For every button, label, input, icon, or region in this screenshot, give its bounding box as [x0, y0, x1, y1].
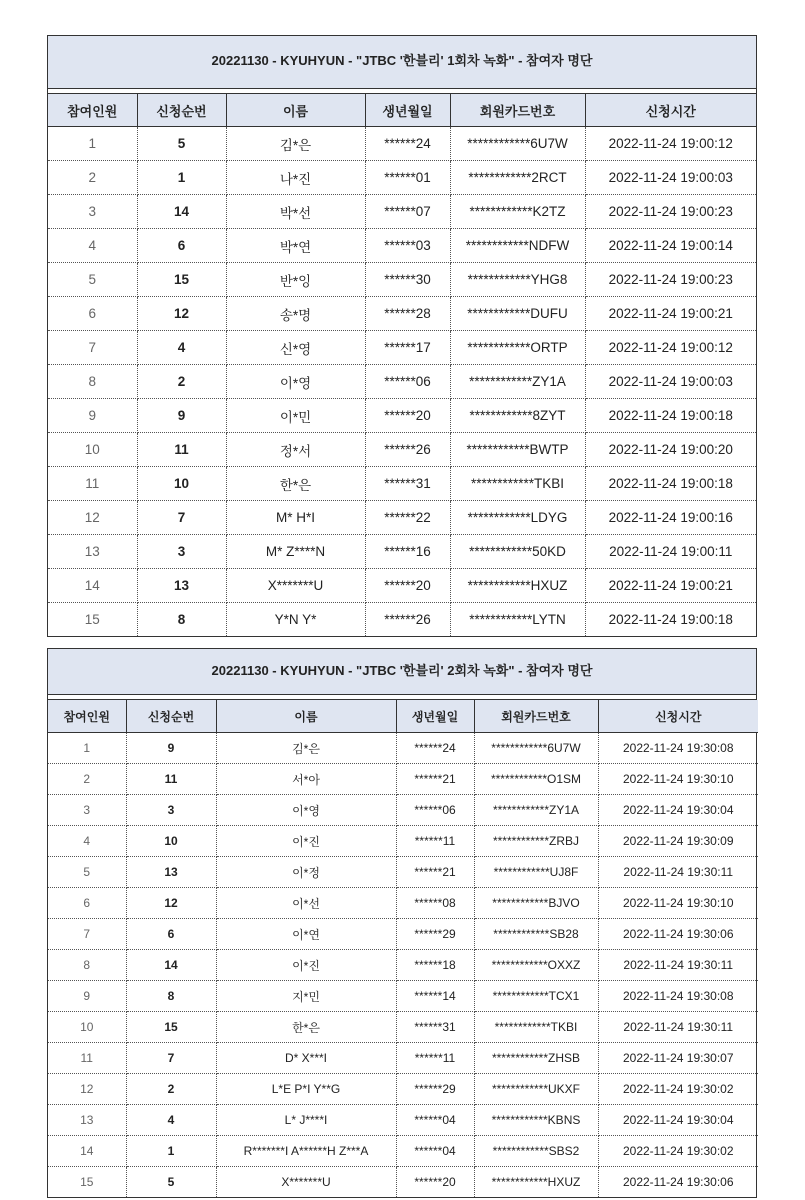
cell-birthdate: ******06 [396, 795, 474, 826]
cell-birthdate: ******28 [365, 297, 450, 331]
cell-name: 박*연 [226, 229, 365, 263]
cell-application-order: 8 [137, 603, 226, 637]
cell-name: R*******I A******H Z***A [216, 1136, 396, 1167]
participant-list-session-1 [47, 35, 757, 637]
cell-member-card: ************SBS2 [474, 1136, 598, 1167]
table-row [48, 1167, 758, 1198]
cell-participant-no: 15 [48, 1167, 126, 1198]
cell-application-time: 2022-11-24 19:30:02 [598, 1074, 758, 1105]
cell-birthdate: ******11 [396, 1043, 474, 1074]
cell-birthdate: ******20 [365, 399, 450, 433]
cell-name: 나*진 [226, 161, 365, 195]
cell-member-card: ************UJ8F [474, 857, 598, 888]
cell-name: L*E P*I Y**G [216, 1074, 396, 1105]
cell-name: M* H*I [226, 501, 365, 535]
cell-birthdate: ******04 [396, 1105, 474, 1136]
cell-birthdate: ******22 [365, 501, 450, 535]
cell-member-card: ************6U7W [474, 733, 598, 764]
cell-application-order: 4 [137, 331, 226, 365]
cell-application-order: 7 [126, 1043, 216, 1074]
cell-application-order: 2 [126, 1074, 216, 1105]
header-participant-no: 참여인원 [48, 700, 126, 733]
cell-participant-no: 8 [48, 365, 137, 399]
cell-name: 이*선 [216, 888, 396, 919]
table-row [48, 950, 758, 981]
header-name: 이름 [226, 94, 365, 127]
cell-name: 박*선 [226, 195, 365, 229]
cell-participant-no: 3 [48, 195, 137, 229]
cell-member-card: ************50KD [450, 535, 585, 569]
cell-member-card: ************ZRBJ [474, 826, 598, 857]
header-application-time: 신청시간 [598, 700, 758, 733]
cell-name: X*******U [226, 569, 365, 603]
table-row [48, 569, 756, 603]
cell-birthdate: ******08 [396, 888, 474, 919]
cell-member-card: ************YHG8 [450, 263, 585, 297]
table-row [48, 1136, 758, 1167]
header-participant-no: 참여인원 [48, 94, 137, 127]
cell-birthdate: ******16 [365, 535, 450, 569]
cell-application-time: 2022-11-24 19:30:10 [598, 888, 758, 919]
participant-table [48, 700, 758, 1197]
table-row [48, 501, 756, 535]
cell-participant-no: 10 [48, 1012, 126, 1043]
cell-member-card: ************6U7W [450, 127, 585, 161]
cell-birthdate: ******03 [365, 229, 450, 263]
cell-member-card: ************TCX1 [474, 981, 598, 1012]
cell-application-time: 2022-11-24 19:30:11 [598, 950, 758, 981]
cell-application-order: 5 [126, 1167, 216, 1198]
cell-application-order: 12 [137, 297, 226, 331]
cell-member-card: ************ZHSB [474, 1043, 598, 1074]
cell-name: D* X***I [216, 1043, 396, 1074]
cell-participant-no: 3 [48, 795, 126, 826]
cell-name: 정*서 [226, 433, 365, 467]
cell-participant-no: 6 [48, 297, 137, 331]
header-row [48, 700, 758, 733]
cell-member-card: ************TKBI [450, 467, 585, 501]
header-application-order: 신청순번 [126, 700, 216, 733]
cell-name: 지*민 [216, 981, 396, 1012]
cell-member-card: ************K2TZ [450, 195, 585, 229]
cell-application-order: 11 [126, 764, 216, 795]
cell-application-order: 2 [137, 365, 226, 399]
cell-application-time: 2022-11-24 19:30:08 [598, 981, 758, 1012]
cell-participant-no: 15 [48, 603, 137, 637]
cell-application-order: 7 [137, 501, 226, 535]
cell-application-time: 2022-11-24 19:30:06 [598, 919, 758, 950]
cell-birthdate: ******24 [365, 127, 450, 161]
cell-application-order: 4 [126, 1105, 216, 1136]
table-row [48, 297, 756, 331]
cell-participant-no: 1 [48, 733, 126, 764]
table-row [48, 795, 758, 826]
cell-birthdate: ******14 [396, 981, 474, 1012]
header-row [48, 94, 756, 127]
cell-member-card: ************SB28 [474, 919, 598, 950]
cell-member-card: ************8ZYT [450, 399, 585, 433]
cell-application-order: 13 [126, 857, 216, 888]
cell-participant-no: 14 [48, 1136, 126, 1167]
table-row [48, 1043, 758, 1074]
cell-member-card: ************HXUZ [450, 569, 585, 603]
table-row [48, 857, 758, 888]
cell-application-time: 2022-11-24 19:00:20 [585, 433, 756, 467]
header-member-card: 회원카드번호 [450, 94, 585, 127]
cell-participant-no: 4 [48, 229, 137, 263]
cell-member-card: ************UKXF [474, 1074, 598, 1105]
cell-application-order: 9 [126, 733, 216, 764]
cell-birthdate: ******20 [396, 1167, 474, 1198]
cell-member-card: ************ORTP [450, 331, 585, 365]
table-row [48, 263, 756, 297]
cell-birthdate: ******07 [365, 195, 450, 229]
cell-participant-no: 7 [48, 919, 126, 950]
table-row [48, 603, 756, 637]
cell-application-time: 2022-11-24 19:00:18 [608, 612, 733, 627]
cell-participant-no: 8 [48, 950, 126, 981]
cell-member-card: ************BJVO [474, 888, 598, 919]
cell-name: 이*진 [216, 950, 396, 981]
cell-application-order: 8 [126, 981, 216, 1012]
cell-application-time: 2022-11-24 19:00:21 [585, 569, 756, 603]
table-row [48, 733, 758, 764]
cell-participant-no: 7 [48, 331, 137, 365]
table-row [48, 433, 756, 467]
cell-application-time: 2022-11-24 19:00:11 [585, 535, 756, 569]
cell-participant-no: 11 [48, 467, 137, 501]
cell-member-card: ************LYTN [450, 603, 585, 637]
cell-birthdate: ******26 [365, 433, 450, 467]
cell-participant-no: 1 [48, 127, 137, 161]
cell-participant-no: 5 [48, 263, 137, 297]
cell-member-card: ************LDYG [450, 501, 585, 535]
cell-application-time: 2022-11-24 19:00:18 [585, 467, 756, 501]
cell-application-order: 15 [137, 263, 226, 297]
table-row [48, 229, 756, 263]
header-application-order: 신청순번 [137, 94, 226, 127]
cell-member-card: ************TKBI [474, 1012, 598, 1043]
cell-participant-no: 13 [48, 1105, 126, 1136]
cell-name: 김*은 [216, 733, 396, 764]
table-title: 20221130 - KYUHYUN - "JTBC '한블리' 1회차 녹화" - 참여자 명단 [48, 36, 756, 89]
cell-name: 서*아 [216, 764, 396, 795]
cell-application-order: 10 [126, 826, 216, 857]
table-row [48, 981, 758, 1012]
table-row [48, 127, 756, 161]
cell-application-time: 2022-11-24 19:00:23 [585, 263, 756, 297]
cell-birthdate: ******31 [365, 467, 450, 501]
cell-application-time: 2022-11-24 19:00:03 [585, 161, 756, 195]
table-row [48, 399, 756, 433]
cell-application-time: 2022-11-24 19:30:11 [598, 1012, 758, 1043]
cell-participant-no: 13 [48, 535, 137, 569]
cell-application-time: 2022-11-24 19:30:10 [598, 764, 758, 795]
cell-member-card: ************2RCT [450, 161, 585, 195]
cell-name: 이*영 [216, 795, 396, 826]
cell-participant-no: 4 [48, 826, 126, 857]
cell-application-order: 3 [126, 795, 216, 826]
cell-participant-no: 9 [48, 981, 126, 1012]
cell-participant-no: 5 [48, 857, 126, 888]
header-birthdate: 생년월일 [396, 700, 474, 733]
table-row [48, 195, 756, 229]
header-birthdate: 생년월일 [365, 94, 450, 127]
cell-application-order: 9 [137, 399, 226, 433]
cell-application-time: 2022-11-24 19:30:07 [598, 1043, 758, 1074]
cell-application-time: 2022-11-24 19:30:08 [598, 733, 758, 764]
table-row [48, 919, 758, 950]
cell-application-time: 2022-11-24 19:00:16 [585, 501, 756, 535]
cell-application-time: 2022-11-24 19:30:06 [622, 1175, 734, 1189]
cell-birthdate: ******06 [365, 365, 450, 399]
header-application-time: 신청시간 [585, 94, 756, 127]
cell-participant-no: 12 [48, 501, 137, 535]
cell-member-card: ************OXXZ [474, 950, 598, 981]
cell-birthdate: ******17 [365, 331, 450, 365]
cell-birthdate: ******29 [396, 1074, 474, 1105]
cell-member-card: ************HXUZ [474, 1167, 598, 1198]
cell-participant-no: 2 [48, 161, 137, 195]
cell-member-card: ************O1SM [474, 764, 598, 795]
cell-birthdate: ******21 [396, 857, 474, 888]
cell-application-order: 11 [137, 433, 226, 467]
table-row [48, 467, 756, 501]
cell-application-time: 2022-11-24 19:00:14 [585, 229, 756, 263]
table-row [48, 1012, 758, 1043]
table-title: 20221130 - KYUHYUN - "JTBC '한블리' 2회차 녹화" - 참여자 명단 [48, 649, 756, 695]
table-row [48, 331, 756, 365]
cell-application-order: 14 [137, 195, 226, 229]
cell-name: 한*은 [226, 467, 365, 501]
table-row [48, 365, 756, 399]
cell-birthdate: ******31 [396, 1012, 474, 1043]
cell-application-order: 1 [137, 161, 226, 195]
cell-application-time: 2022-11-24 19:00:21 [585, 297, 756, 331]
cell-name: 신*영 [226, 331, 365, 365]
cell-birthdate: ******01 [365, 161, 450, 195]
cell-birthdate: ******29 [396, 919, 474, 950]
table-row [48, 764, 758, 795]
cell-birthdate: ******21 [396, 764, 474, 795]
cell-name: 한*은 [216, 1012, 396, 1043]
cell-application-time: 2022-11-24 19:00:18 [585, 399, 756, 433]
cell-name: 김*은 [226, 127, 365, 161]
cell-application-order: 6 [137, 229, 226, 263]
cell-application-time: 2022-11-24 19:00:12 [585, 127, 756, 161]
cell-application-time: 2022-11-24 19:00:23 [585, 195, 756, 229]
cell-name: 이*정 [216, 857, 396, 888]
cell-birthdate: ******26 [365, 603, 450, 637]
cell-application-order: 5 [137, 127, 226, 161]
cell-name: L* J****I [216, 1105, 396, 1136]
participant-table [48, 94, 756, 636]
cell-name: 이*연 [216, 919, 396, 950]
cell-name: 이*진 [216, 826, 396, 857]
cell-name: 반*잉 [226, 263, 365, 297]
cell-birthdate: ******20 [365, 569, 450, 603]
header-name: 이름 [216, 700, 396, 733]
cell-birthdate: ******30 [365, 263, 450, 297]
header-member-card: 회원카드번호 [474, 700, 598, 733]
cell-participant-no: 12 [48, 1074, 126, 1105]
cell-name: M* Z****N [226, 535, 365, 569]
participant-list-session-2 [47, 648, 757, 1198]
cell-participant-no: 9 [48, 399, 137, 433]
cell-participant-no: 11 [48, 1043, 126, 1074]
cell-name: Y*N Y* [226, 603, 365, 637]
cell-application-order: 13 [137, 569, 226, 603]
cell-application-time: 2022-11-24 19:30:04 [598, 795, 758, 826]
cell-member-card: ************NDFW [450, 229, 585, 263]
table-row [48, 161, 756, 195]
cell-birthdate: ******24 [396, 733, 474, 764]
cell-participant-no: 14 [48, 569, 137, 603]
cell-application-time: 2022-11-24 19:30:04 [598, 1105, 758, 1136]
cell-birthdate: ******11 [396, 826, 474, 857]
cell-application-time: 2022-11-24 19:00:03 [585, 365, 756, 399]
cell-application-order: 14 [126, 950, 216, 981]
table-row [48, 888, 758, 919]
cell-application-order: 12 [126, 888, 216, 919]
cell-application-order: 15 [126, 1012, 216, 1043]
cell-member-card: ************KBNS [474, 1105, 598, 1136]
cell-name: 이*영 [226, 365, 365, 399]
cell-name: 송*명 [226, 297, 365, 331]
cell-participant-no: 10 [48, 433, 137, 467]
cell-participant-no: 6 [48, 888, 126, 919]
cell-member-card: ************DUFU [450, 297, 585, 331]
cell-birthdate: ******04 [396, 1136, 474, 1167]
cell-application-time: 2022-11-24 19:30:09 [598, 826, 758, 857]
table-row [48, 1074, 758, 1105]
cell-application-order: 3 [137, 535, 226, 569]
cell-application-time: 2022-11-24 19:00:12 [585, 331, 756, 365]
cell-member-card: ************ZY1A [450, 365, 585, 399]
cell-name: X*******U [216, 1167, 396, 1198]
table-row [48, 1105, 758, 1136]
cell-member-card: ************BWTP [450, 433, 585, 467]
cell-birthdate: ******18 [396, 950, 474, 981]
table-row [48, 535, 756, 569]
cell-application-time: 2022-11-24 19:30:11 [598, 857, 758, 888]
cell-application-order: 6 [126, 919, 216, 950]
cell-participant-no: 2 [48, 764, 126, 795]
cell-application-time: 2022-11-24 19:30:02 [598, 1136, 758, 1167]
table-row [48, 826, 758, 857]
cell-member-card: ************ZY1A [474, 795, 598, 826]
cell-application-order: 10 [137, 467, 226, 501]
cell-application-order: 1 [126, 1136, 216, 1167]
cell-name: 이*민 [226, 399, 365, 433]
